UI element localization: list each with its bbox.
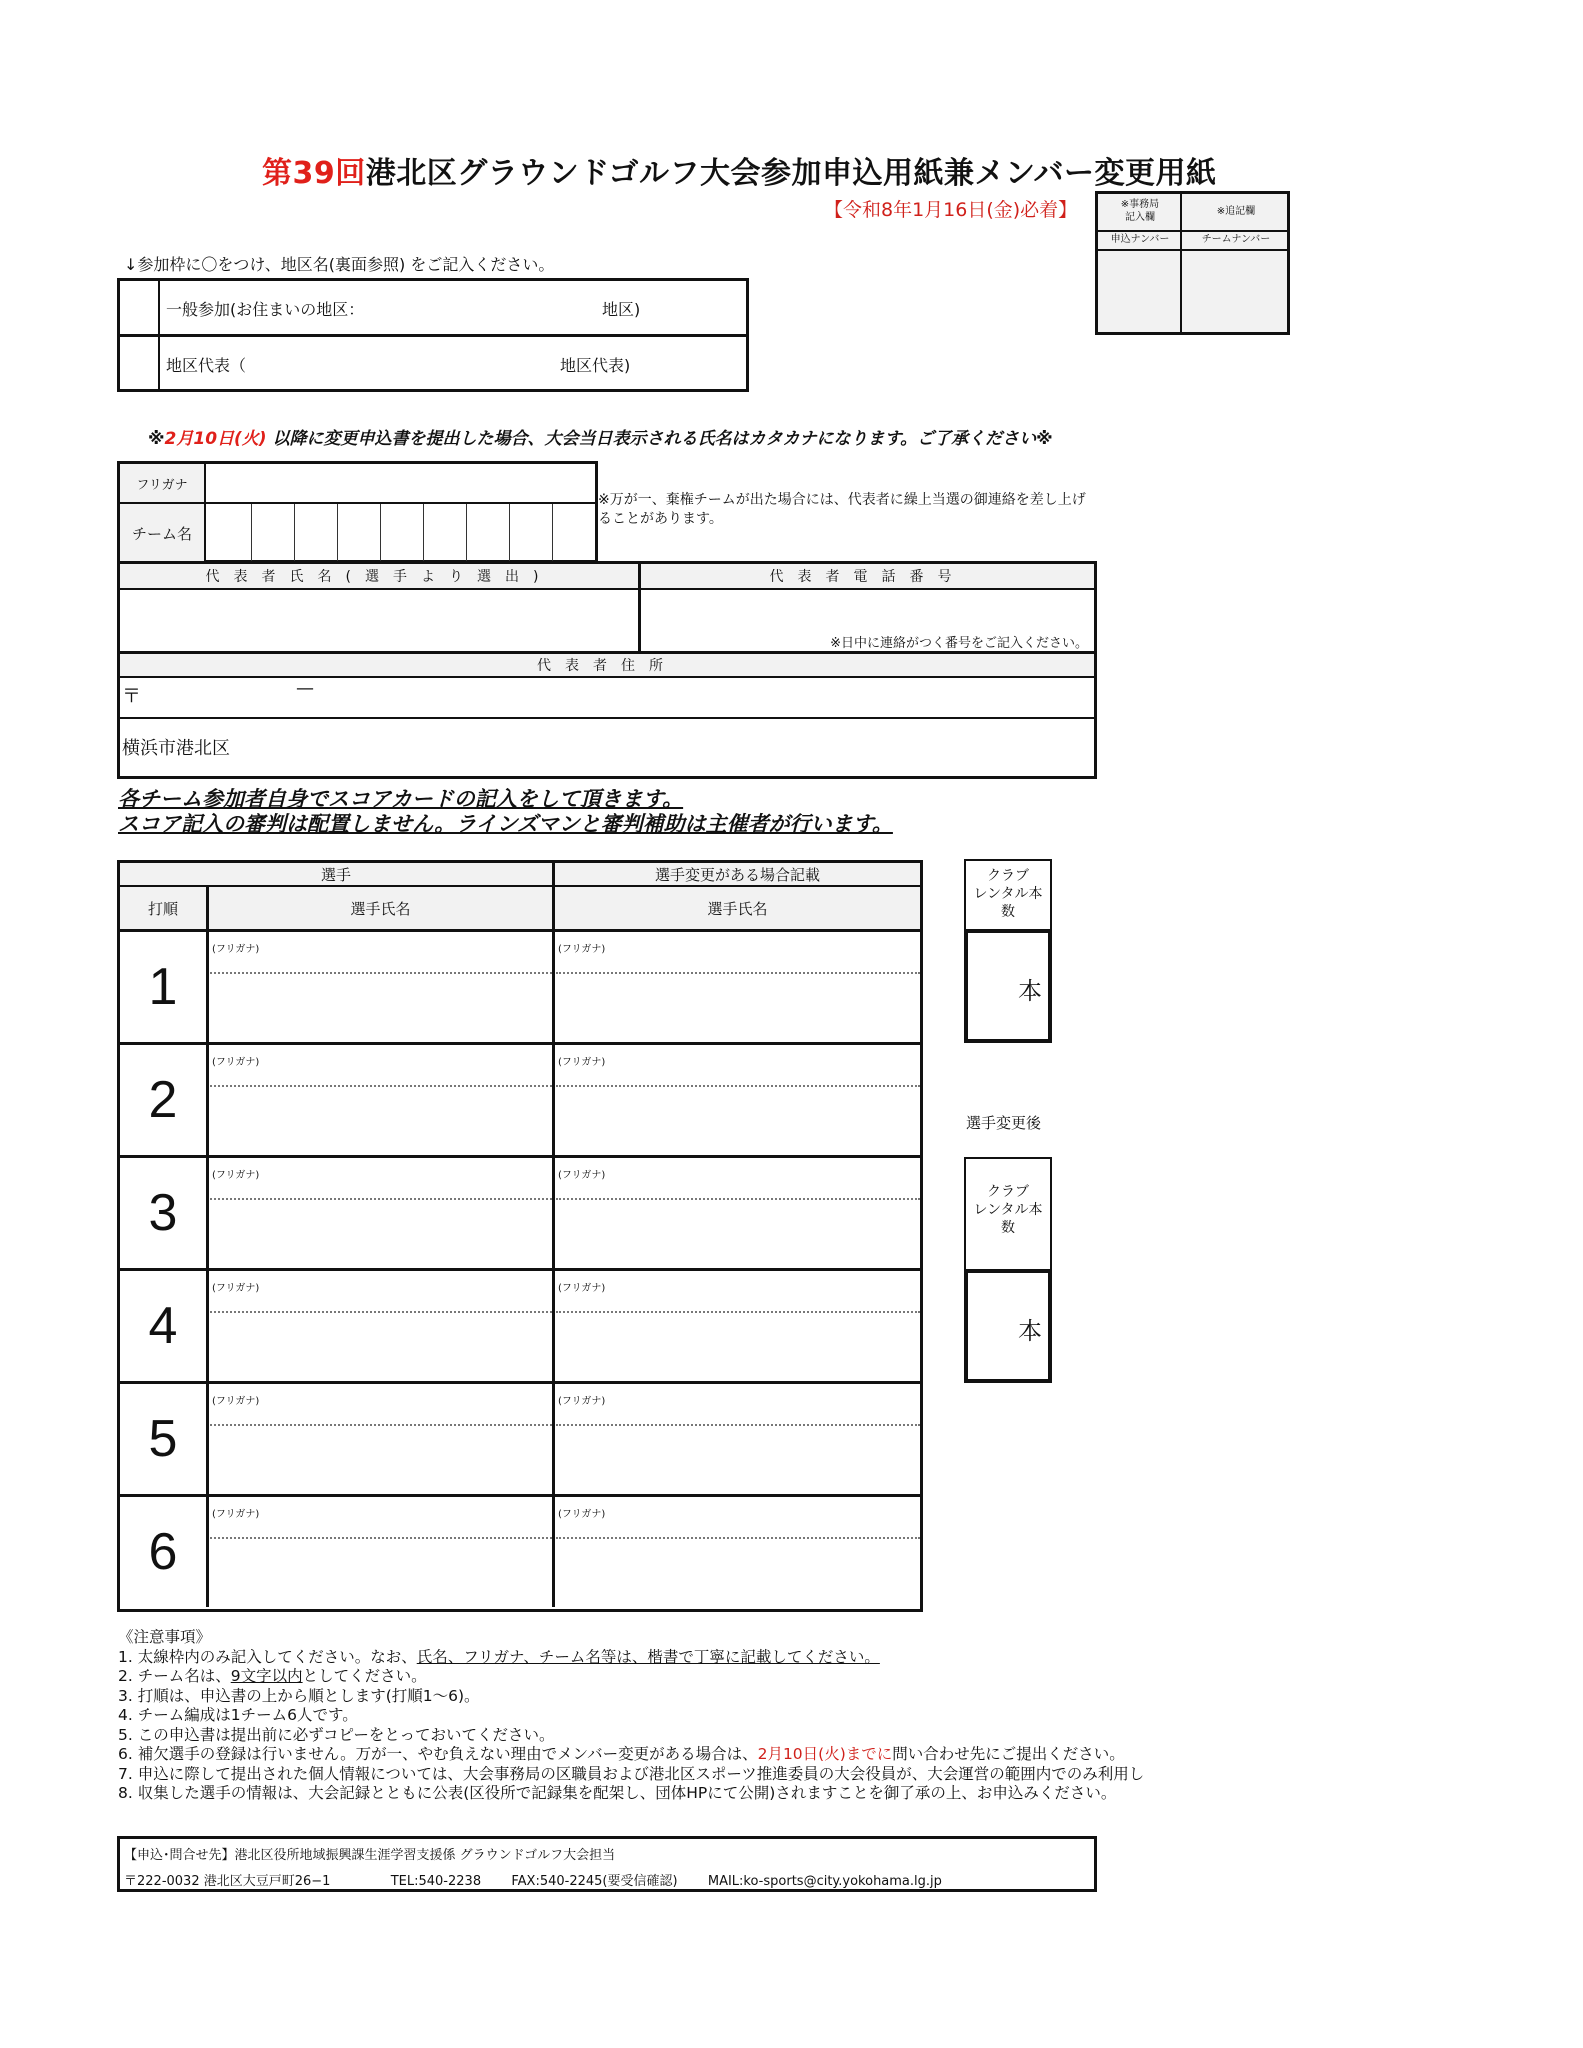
club-rental-header: クラブ レンタル本 数: [973, 868, 1043, 920]
district-representative-suffix: 地区代表): [560, 356, 631, 375]
contact-tel: TEL:540-2238: [390, 1874, 482, 1889]
team-name-char-cell[interactable]: [466, 504, 509, 564]
changed-furigana-hint: (フリガナ): [558, 1396, 606, 1407]
player-furigana-input[interactable]: [210, 952, 550, 972]
batting-order-number: 5: [148, 1410, 178, 1468]
player-name-input[interactable]: [210, 1089, 550, 1153]
player-row: [120, 1494, 920, 1607]
player-furigana-input[interactable]: [210, 1065, 550, 1085]
district-representative-label: 地区代表（: [166, 356, 247, 375]
note-item: 4. チーム編成は1チーム6人です。: [118, 1706, 358, 1724]
team-name-char-cell[interactable]: [251, 504, 294, 564]
changed-furigana-input[interactable]: [556, 952, 918, 972]
team-name-char-cell[interactable]: [552, 504, 595, 564]
changed-furigana-input[interactable]: [556, 1404, 918, 1424]
player-row: [120, 929, 920, 1042]
note-item: 1. 太線枠内のみ記入してください。なお、氏名、フリガナ、チーム名等は、楷書で丁寧に記載してください。: [118, 1647, 880, 1666]
player-row: [120, 1381, 920, 1494]
office-use-box: [1095, 191, 1290, 335]
office-col1-sub: 申込ナンバー: [1110, 234, 1170, 245]
office-col2-sub: チームナンバー: [1201, 234, 1271, 245]
forfeit-note: ※万が一、棄権チームが出た場合には、代表者に繰上当選の御連絡を差し上げることがあります。: [598, 492, 1086, 527]
player-name-header: 選手氏名: [209, 887, 552, 929]
changed-furigana-hint: (フリガナ): [558, 1283, 606, 1294]
player-name-input[interactable]: [210, 1428, 550, 1492]
changed-furigana-hint: (フリガナ): [558, 1170, 606, 1181]
participation-instruction: ↓参加枠に〇をつけ、地区名(裏面参照) をご記入ください。: [124, 255, 555, 274]
postal-code-input[interactable]: [148, 678, 1088, 716]
postal-dash: —: [296, 678, 314, 699]
club-rental-after-unit: 本: [1018, 1317, 1042, 1345]
address-city-prefix: 横浜市港北区: [122, 738, 230, 759]
changed-player-name-input[interactable]: [556, 1541, 918, 1605]
player-furigana-input[interactable]: [210, 1404, 550, 1424]
changed-furigana-input[interactable]: [556, 1178, 918, 1198]
general-participation-label: 一般参加(お住まいの地区：: [166, 300, 365, 319]
note-item: 7. 申込に際して提出された個人情報については、大会事務局の区職員および港北区スポーツ推進委員の大会役員が、大会運営の範囲内でのみ利用し: [118, 1764, 1145, 1783]
batting-order-number: 1: [148, 958, 178, 1016]
changed-player-name-input[interactable]: [556, 1089, 918, 1153]
team-name-char-cell[interactable]: [423, 504, 466, 564]
player-name-input[interactable]: [210, 1541, 550, 1605]
referee-notice: スコア記入の審判は配置しません。ラインズマンと審判補助は主催者が行います。: [118, 812, 893, 836]
player-name-input[interactable]: [210, 1202, 550, 1266]
note-item: 6. 補欠選手の登録は行いません。万が一、やむ負えない理由でメンバー変更がある場合は、2月10日(火)までに問い合わせ先にご提出ください。: [118, 1745, 1125, 1763]
player-furigana-hint: (フリガナ): [212, 1396, 260, 1407]
contact-box: [117, 1836, 1097, 1892]
team-name-label: チーム名: [120, 504, 206, 563]
office-col1-header: ※事務局 記入欄: [1120, 199, 1160, 223]
batting-order-number: 6: [148, 1523, 178, 1581]
club-rental-after-box: [964, 1157, 1052, 1383]
contact-postal-address: 〒222-0032 港北区大豆戸町26−1: [124, 1874, 331, 1889]
general-participation-suffix: 地区): [602, 300, 641, 319]
player-furigana-input[interactable]: [210, 1178, 550, 1198]
player-name-input[interactable]: [210, 1315, 550, 1379]
club-rental-after-input[interactable]: [964, 1269, 1052, 1383]
participation-box: [117, 278, 749, 392]
team-name-char-cell[interactable]: [509, 504, 552, 564]
player-name-input[interactable]: [210, 976, 550, 1040]
club-rental-after-header: クラブ レンタル本 数: [973, 1184, 1043, 1236]
notes-heading: 《注意事項》: [118, 1628, 212, 1646]
postal-mark: 〒: [122, 685, 142, 707]
changed-furigana-hint: (フリガナ): [558, 1057, 606, 1068]
district-representative-checkbox[interactable]: [120, 337, 158, 389]
team-number-field[interactable]: [1184, 251, 1288, 332]
club-rental-box: [964, 859, 1052, 1043]
rep-phone-header: 代表者電話番号: [641, 564, 1094, 588]
player-furigana-hint: (フリガナ): [212, 1057, 260, 1068]
player-furigana-hint: (フリガナ): [212, 944, 260, 955]
rep-name-input[interactable]: [120, 590, 638, 650]
name-change-warning: ※2月10日(火) 以降に変更申込書を提出した場合、大会当日表示される氏名はカタカナになります。ご了承ください※: [148, 429, 1053, 449]
furigana-label: フリガナ: [120, 464, 206, 502]
change-group-header: 選手変更がある場合記載: [555, 863, 920, 885]
after-change-label: 選手変更後: [966, 1114, 1042, 1132]
changed-player-name-input[interactable]: [556, 1428, 918, 1492]
contact-details: [124, 1870, 942, 1889]
batting-order-number: 4: [148, 1297, 178, 1355]
application-number-field[interactable]: [1098, 251, 1182, 332]
team-name-box: [117, 461, 598, 563]
players-group-header: 選手: [120, 863, 552, 885]
batting-order-number: 2: [148, 1071, 178, 1129]
team-name-char-cell[interactable]: [208, 504, 251, 564]
player-row: [120, 1155, 920, 1268]
deadline-text: 【令和8年1月16日(金)必着】: [824, 199, 1078, 221]
rep-name-header: 代表者氏名(選手より選出): [120, 564, 638, 588]
note-item: 2. チーム名は、9文字以内としてください。: [118, 1667, 427, 1685]
team-furigana-input[interactable]: [208, 464, 595, 502]
changed-furigana-input[interactable]: [556, 1517, 918, 1537]
changed-furigana-input[interactable]: [556, 1291, 918, 1311]
player-furigana-hint: (フリガナ): [212, 1170, 260, 1181]
representative-box: [117, 561, 1097, 779]
changed-player-name-input[interactable]: [556, 1202, 918, 1266]
changed-furigana-hint: (フリガナ): [558, 1509, 606, 1520]
club-rental-unit: 本: [1018, 977, 1042, 1005]
notes-section: [118, 1628, 1144, 1804]
contact-department: 【申込･問合せ先】港北区役所地域振興課生涯学習支援係 グラウンドゴルフ大会担当: [124, 1848, 616, 1863]
player-furigana-input[interactable]: [210, 1291, 550, 1311]
changed-furigana-hint: (フリガナ): [558, 944, 606, 955]
changed-player-name-input[interactable]: [556, 1315, 918, 1379]
note-item: 5. この申込書は提出前に必ずコピーをとっておいてください。: [118, 1725, 555, 1744]
warning-date: 2月10日(火): [164, 429, 267, 449]
title-main: 港北区グラウンドゴルフ大会参加申込用紙兼メンバー変更用紙: [365, 156, 1217, 191]
player-row: [120, 1268, 920, 1381]
team-name-char-cell[interactable]: [294, 504, 337, 564]
batting-order-header: 打順: [120, 887, 206, 929]
address-input[interactable]: [250, 720, 1090, 776]
scorecard-notice: 各チーム参加者自身でスコアカードの記入をして頂きます。: [118, 787, 684, 811]
contact-fax: FAX:540-2245(要受信確認): [511, 1874, 678, 1889]
rep-address-header: 代表者住所: [120, 654, 1094, 676]
team-name-char-cell[interactable]: [337, 504, 380, 564]
rep-phone-note: ※日中に連絡がつく番号をご記入ください。: [830, 636, 1088, 651]
office-col2-header: ※追記欄: [1216, 206, 1256, 217]
players-table: [117, 860, 923, 1612]
player-furigana-input[interactable]: [210, 1517, 550, 1537]
note-item: 8. 収集した選手の情報は、大会記録とともに公表(区役所で記録集を配架し、団体HPにて公開)されますことを御了承の上、お申込みください。: [118, 1784, 1117, 1802]
changed-player-name-header: 選手氏名: [555, 887, 920, 929]
team-name-char-cell[interactable]: [380, 504, 423, 564]
player-furigana-hint: (フリガナ): [212, 1283, 260, 1294]
player-furigana-hint: (フリガナ): [212, 1509, 260, 1520]
note-item: 3. 打順は、申込書の上から順とします(打順1～6)。: [118, 1686, 480, 1705]
contact-mail-link[interactable]: MAIL:ko-sports@city.yokohama.lg.jp: [707, 1874, 942, 1889]
changed-player-name-input[interactable]: [556, 976, 918, 1040]
general-participation-checkbox[interactable]: [120, 281, 158, 334]
changed-furigana-input[interactable]: [556, 1065, 918, 1085]
club-rental-input[interactable]: [964, 929, 1052, 1043]
player-row: [120, 1042, 920, 1155]
page-title: [262, 148, 1216, 192]
title-edition: 第39回: [262, 156, 366, 191]
batting-order-number: 3: [148, 1184, 178, 1242]
